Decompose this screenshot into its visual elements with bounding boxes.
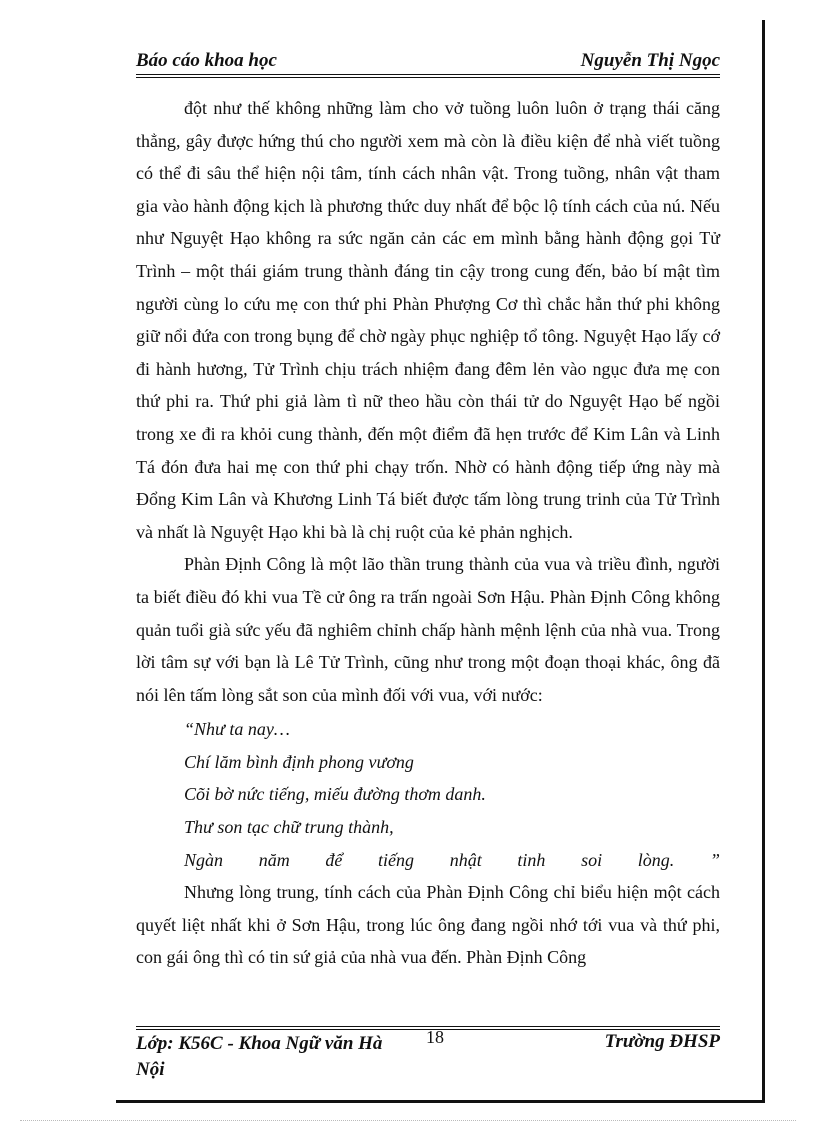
poem-line: Chí lăm bình định phong vương: [184, 751, 414, 772]
poem-line: Ngàn năm để tiếng nhật tinh soi lòng. ”: [184, 849, 720, 870]
page-bottom-dotted-line: [20, 1120, 796, 1121]
paragraph: đột như thế không những làm cho vở tuồng luôn luôn ở trạng thái căng thẳng, gây được hứng thú cho người xem mà còn là điều kiện để nhà viết tuồng có thể đi sâu thể hiện nội tâm, tính cách nhân vật. Trong tuồng, nhân vật tham gia vào hành động kịch là phương thức duy nhất để bộc lộ tính cách của nú. Nếu như Nguyệt Hạo không ra sức ngăn cản các em mình bằng hành động gọi Tử Trình – một thái giám trung thành đáng tin cậy trong cung đến, bảo bí mật tìm người cùng lo cứu mẹ con thứ phi Phàn Phượng Cơ thì chắc hẳn thứ phi không giữ nổi đứa con trong bụng để chờ ngày phục nghiệp tổ tông. Nguyệt Hạo lấy cớ đi hành hương, Tử Trình chịu trách nhiệm đang đêm lẻn vào ngục đưa mẹ con thứ phi ra. Thứ phi giả làm tì nữ theo hầu còn thái tử do Nguyệt Hạo bế ngồi trong xe đi ra khỏi cung thành, đến một điểm đã hẹn trước để Kim Lân và Linh Tá đón đưa hai mẹ con thứ phi chạy trốn. Nhờ có hành động tiếp ứng này mà Đổng Kim Lân và Khương Linh Tá biết được tấm lòng trung trinh của Tử Trình và nhất là Nguyệt Hạo khi bà là chị ruột của kẻ phản nghịch.: [136, 98, 720, 542]
poem-line: “Như ta nay…: [184, 719, 290, 740]
poem-quote: [184, 713, 720, 876]
header-report-title: Báo cáo khoa học: [136, 50, 277, 71]
header-rule: [136, 74, 720, 78]
document-body: [136, 92, 720, 974]
paragraph: Nhưng lòng trung, tính cách của Phàn Định Công chỉ biểu hiện một cách quyết liệt nhất khi ở Sơn Hậu, trong lúc ông đang ngồi nhớ tới vua và thứ phi, con gái ông thì có tin sứ giả của nhà vua đến. Phàn Định Công: [136, 882, 720, 968]
page-header: [136, 50, 720, 76]
poem-line: Cõi bờ nức tiếng, miếu đường thơm danh.: [184, 784, 486, 805]
poem-line: Thư son tạc chữ trung thành,: [184, 817, 394, 838]
page-number: 18: [426, 1027, 444, 1047]
footer-class-info: Lớp: K56C - Khoa Ngữ văn Hà Nội: [136, 1033, 383, 1080]
header-author-name: Nguyễn Thị Ngọc: [580, 50, 720, 71]
paragraph: Phàn Định Công là một lão thần trung thành của vua và triều đình, người ta biết điều đó khi vua Tề cử ông ra trấn ngoài Sơn Hậu. Phàn Định Công không quản tuổi già sức yếu đã nghiêm chỉnh chấp hành mệnh lệnh của nhà vua. Trong lời tâm sự với bạn là Lê Tử Trình, cũng như trong một đoạn thoại khác, ông đã nói lên tấm lòng sắt son của mình đối với vua, với nước:: [136, 554, 720, 705]
footer-university: Trường ĐHSP: [604, 1031, 720, 1052]
